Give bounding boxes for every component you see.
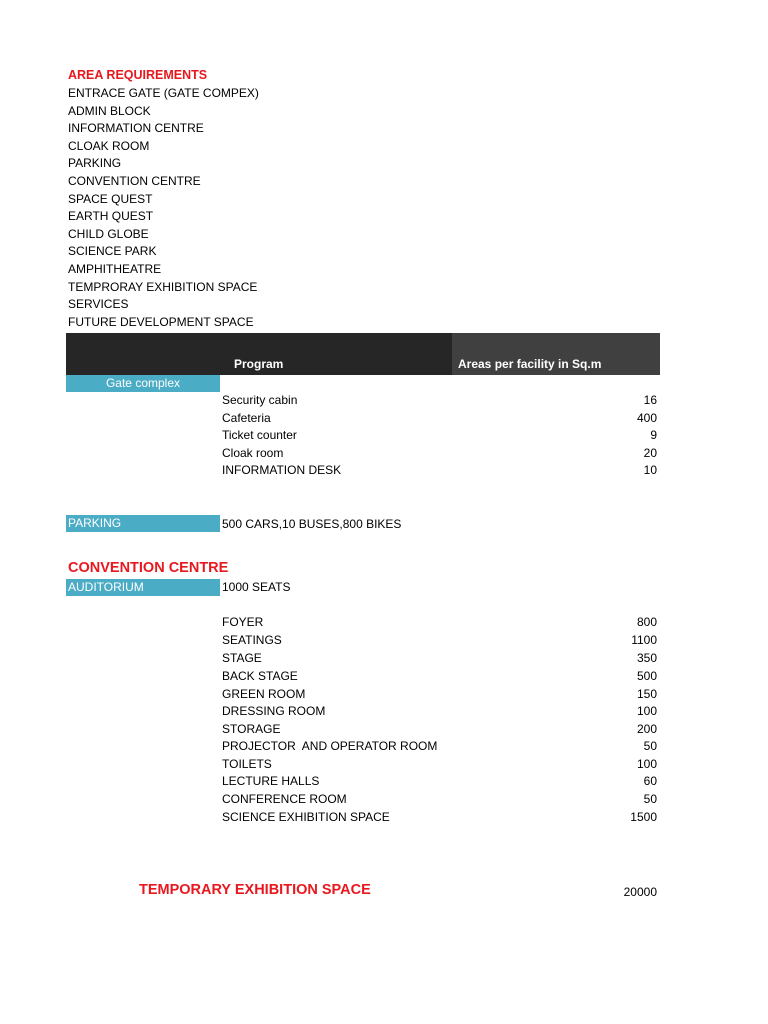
table-row-value: 400 [636, 411, 657, 425]
table-row-label: INFORMATION DESK [222, 463, 342, 477]
gate-complex-label: Gate complex [66, 375, 220, 392]
table-row-value: 10 [643, 463, 657, 477]
table-row-value: 100 [636, 757, 657, 771]
list-item: ENTRACE GATE (GATE COMPEX) [68, 86, 259, 100]
table-row-label: BACK STAGE [222, 669, 298, 683]
table-row-label: CONFERENCE ROOM [222, 792, 347, 806]
auditorium-label: AUDITORIUM [66, 579, 220, 596]
table-row-value: 50 [643, 739, 657, 753]
table-row-value: 100 [636, 704, 657, 718]
table-header [66, 333, 660, 375]
list-item: TEMPRORAY EXHIBITION SPACE [68, 279, 258, 294]
table-row-value: 60 [643, 774, 657, 788]
list-item: AMPHITHEATRE [68, 261, 162, 276]
table-row-value: 1500 [630, 810, 657, 824]
table-row-label: Cafeteria [222, 411, 271, 425]
program-column-header: Program [234, 357, 284, 371]
table-row-value: 500 [636, 669, 657, 683]
list-item: CONVENTION CENTRE [68, 173, 201, 188]
table-row-value: 800 [636, 615, 657, 629]
table-row-label: SCIENCE EXHIBITION SPACE [222, 810, 390, 824]
list-item: FUTURE DEVELOPMENT SPACE [68, 314, 254, 329]
table-row-label: DRESSING ROOM [222, 704, 326, 718]
table-row-label: Security cabin [222, 393, 298, 407]
table-row-value: 200 [636, 722, 657, 736]
list-item: SPACE QUEST [68, 191, 153, 206]
table-row-label: TOILETS [222, 757, 272, 771]
list-item: SCIENCE PARK [68, 244, 157, 259]
list-item: CLOAK ROOM [68, 138, 150, 153]
table-row-label: FOYER [222, 615, 264, 629]
list-item: CHILD GLOBE [68, 226, 149, 241]
list-item: ADMIN BLOCK [68, 103, 151, 118]
table-row-value: 350 [636, 651, 657, 665]
table-row-value: 20 [643, 446, 657, 460]
temporary-exhibition-value: 20000 [623, 885, 657, 899]
parking-value: 500 CARS,10 BUSES,800 BIKES [222, 517, 402, 531]
list-item: EARTH QUEST [68, 209, 154, 224]
auditorium-value: 1000 SEATS [222, 580, 291, 594]
table-row-value: 9 [650, 428, 657, 442]
list-item: PARKING [68, 156, 122, 171]
table-row-value: 150 [636, 687, 657, 701]
table-row-label: PROJECTOR AND OPERATOR ROOM [222, 739, 438, 753]
list-item: SERVICES [68, 297, 129, 312]
area-requirements-heading: AREA REQUIREMENTS [68, 68, 208, 82]
table-row-label: SEATINGS [222, 633, 282, 647]
convention-centre-heading: CONVENTION CENTRE [68, 560, 229, 576]
list-item: INFORMATION CENTRE [68, 121, 204, 136]
area-requirements-list [68, 85, 259, 331]
table-row-label: Ticket counter [222, 428, 297, 442]
table-row-label: LECTURE HALLS [222, 774, 320, 788]
areas-column-header: Areas per facility in Sq.m [458, 357, 602, 371]
table-row-label: Cloak room [222, 446, 284, 460]
table-row-value: 50 [643, 792, 657, 806]
table-row-value: 16 [643, 393, 657, 407]
temporary-exhibition-heading: TEMPORARY EXHIBITION SPACE [139, 882, 371, 898]
table-row-label: GREEN ROOM [222, 687, 306, 701]
parking-label: PARKING [66, 515, 220, 532]
table-row-value: 1100 [631, 633, 657, 647]
table-row-label: STAGE [222, 651, 262, 665]
table-row-label: STORAGE [222, 722, 281, 736]
